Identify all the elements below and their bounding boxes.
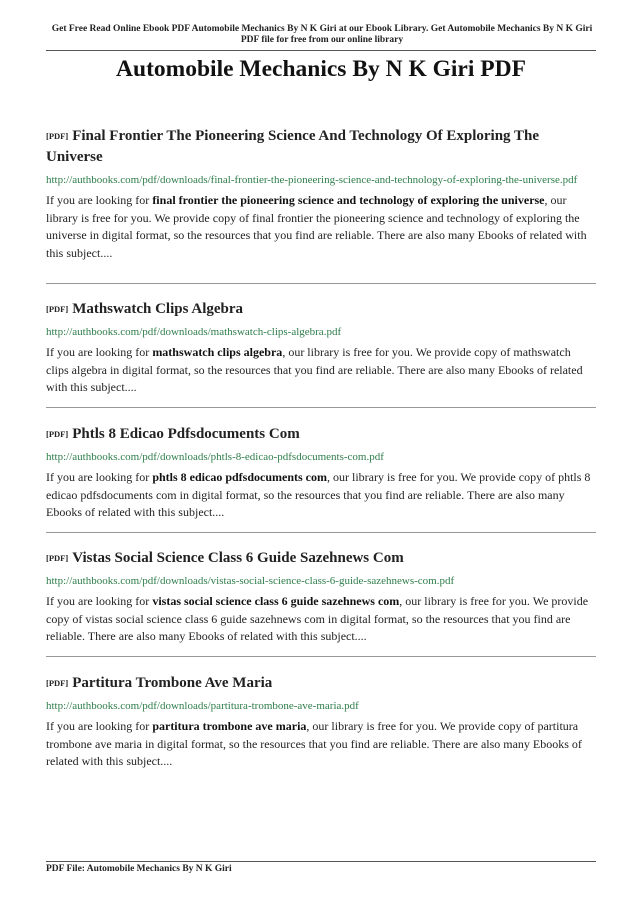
pdf-tag: [PDF]	[46, 304, 69, 314]
entry-description: If you are looking for final frontier the pioneering science and technology of exploring the universe, our library is free for you. We provide copy of final frontier the pioneering science and technology of exploring the universe in digital format, so the resources that you find are reliable. There are also many Ebooks of related with this subject....	[46, 193, 587, 260]
entry-divider	[46, 407, 596, 408]
entry-link[interactable]: http://authbooks.com/pdf/downloads/mathswatch-clips-algebra.pdf	[46, 326, 342, 338]
entry-description: If you are looking for partitura trombone ave maria, our library is free for you. We provide copy of partitura trombone ave maria in digital format, so the resources that you find are reliable. There are also many Ebooks of related with this subject....	[46, 719, 582, 768]
entry-title: Mathswatch Clips Algebra	[72, 301, 244, 317]
entry-heading	[46, 424, 596, 445]
footer-divider	[46, 861, 596, 862]
page-footer: PDF File: Automobile Mechanics By N K Giri	[46, 864, 232, 874]
book-entry	[46, 299, 596, 397]
entry-keyword: vistas social science class 6 guide sazehnews com	[152, 594, 400, 608]
entry-keyword: phtls 8 edicao pdfsdocuments com	[152, 470, 327, 484]
entry-keyword: final frontier the pioneering science and technology of exploring the universe	[152, 193, 545, 207]
book-entry	[46, 673, 596, 771]
entry-description: If you are looking for vistas social science class 6 guide sazehnews com, our library is free for you. We provide copy of vistas social science class 6 guide sazehnews com in digital format, so the resources that you find are reliable. There are also many Ebooks of related with this subject....	[46, 594, 589, 643]
pdf-tag: [PDF]	[46, 131, 69, 141]
entry-title: Final Frontier The Pioneering Science And Technology Of Exploring The Universe	[46, 128, 540, 165]
pdf-tag: [PDF]	[46, 429, 69, 439]
entry-heading	[46, 126, 596, 168]
entry-link[interactable]: http://authbooks.com/pdf/downloads/final-frontier-the-pioneering-science-and-technology-of-exploring-the-universe.pdf	[46, 174, 578, 186]
entry-description: If you are looking for mathswatch clips algebra, our library is free for you. We provide copy of mathswatch clips algebra in digital format, so the resources that you find are reliable. There are also many Ebooks of related with this subject....	[46, 345, 583, 394]
entry-heading	[46, 299, 596, 320]
entry-heading	[46, 673, 596, 694]
book-entry	[46, 126, 596, 262]
entry-link[interactable]: http://authbooks.com/pdf/downloads/partitura-trombone-ave-maria.pdf	[46, 700, 359, 712]
entry-divider	[46, 283, 596, 284]
entry-divider	[46, 532, 596, 533]
entry-title: Vistas Social Science Class 6 Guide Sazehnews Com	[72, 550, 404, 566]
entry-link[interactable]: http://authbooks.com/pdf/downloads/phtls-8-edicao-pdfsdocuments-com.pdf	[46, 451, 384, 463]
entry-title: Partitura Trombone Ave Maria	[72, 675, 273, 691]
page-title: Automobile Mechanics By N K Giri PDF	[116, 56, 526, 82]
pdf-tag: [PDF]	[46, 678, 69, 688]
entry-keyword: mathswatch clips algebra	[152, 345, 283, 359]
header-divider	[46, 50, 596, 51]
entry-keyword: partitura trombone ave maria	[152, 719, 307, 733]
entry-link[interactable]: http://authbooks.com/pdf/downloads/vistas-social-science-class-6-guide-sazehnews-com.pdf	[46, 575, 455, 587]
entry-divider	[46, 656, 596, 657]
entry-heading	[46, 548, 596, 569]
pdf-tag: [PDF]	[46, 553, 69, 563]
entry-description: If you are looking for phtls 8 edicao pdfsdocuments com, our library is free for you. We provide copy of phtls 8 edicao pdfsdocuments com in digital format, so the resources that you find are reliable. There are also many Ebooks of related with this subject....	[46, 470, 591, 519]
entry-title: Phtls 8 Edicao Pdfsdocuments Com	[72, 426, 300, 442]
book-entry	[46, 424, 596, 522]
header-note: Get Free Read Online Ebook PDF Automobile Mechanics By N K Giri at our Ebook Library. Get Automobile Mechanics By N K Giri PDF file for free from our online library	[51, 24, 593, 45]
book-entry	[46, 548, 596, 646]
